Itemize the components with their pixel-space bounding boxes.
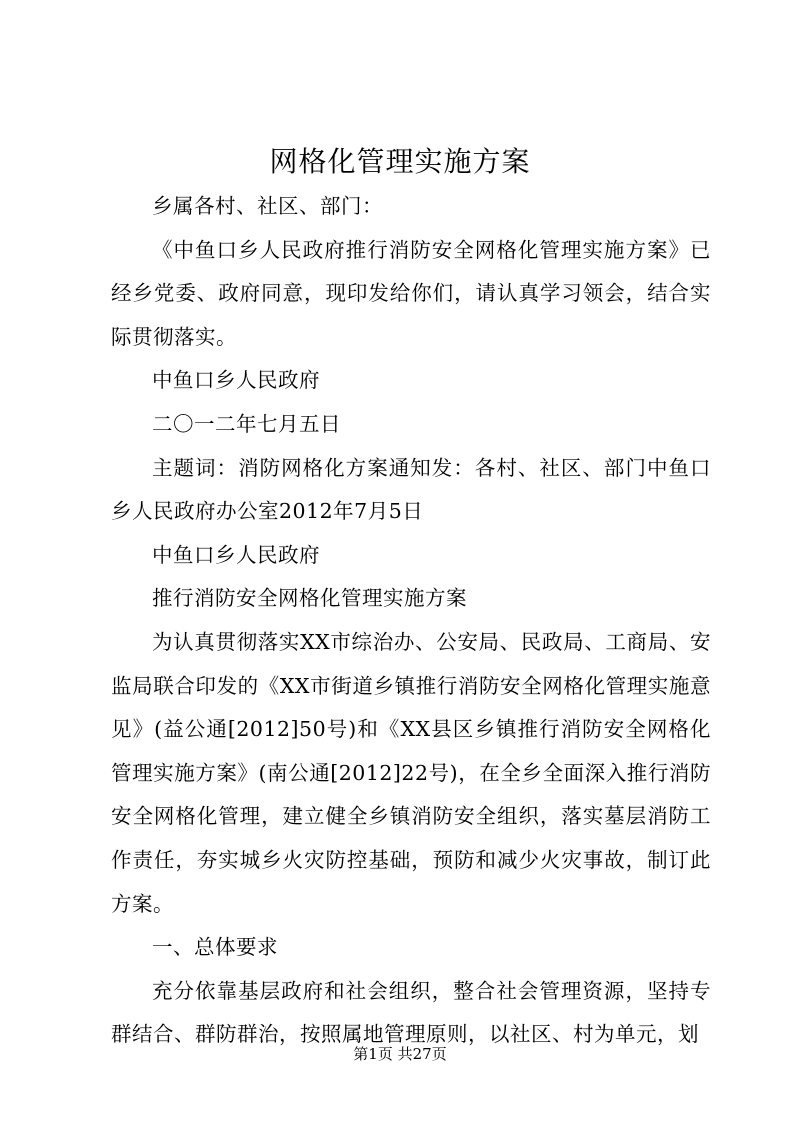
plan-subtitle: 推行消防安全网格化管理实施方案	[152, 586, 467, 611]
document-body	[111, 185, 711, 1057]
document-title: 网格化管理实施方案	[269, 145, 531, 178]
purpose-paragraph: 为认真贯彻落实XX市综治办、公安局、民政局、工商局、安监局联合印发的《XX市街道乡镇推行消防安全网格化管理实施意见》(益公通[2012]50号)和《XX县区乡镇推行消防安全网格化管理实施方案》(南公通[2012]22号)，在全乡全面深入推行消防安全网格化管理，建立健全乡镇消防安全组织，落实墓层消防工作责任，夯实城乡火灾防控基础，预防和减少火灾事故，制订此方案。	[111, 629, 711, 916]
subject-words-paragraph: 主题词：消防网格化方案通知发：各村、社区、部门中鱼口乡人民政府办公室2012年7月5日	[111, 455, 711, 524]
requirements-paragraph: 充分依靠基层政府和社会组织，整合社会管理资源，坚持专群结合、群防群治，按照属地管理原则，以社区、村为单元，划	[111, 978, 711, 1047]
page-number-footer: 第1页 共27页	[353, 1045, 447, 1063]
issuer-line: 中鱼口乡人民政府	[152, 368, 320, 393]
date-line: 二〇一二年七月五日	[152, 411, 341, 436]
notice-paragraph: 《中鱼口乡人民政府推行消防安全网格化管理实施方案》已经乡党委、政府同意，现印发给你们，请认真学习领会，结合实际贯彻落实。	[111, 237, 711, 349]
salutation-paragraph: 乡属各村、社区、部门：	[152, 194, 383, 218]
issuer-line-2: 中鱼口乡人民政府	[152, 542, 320, 567]
section-heading: 一、总体要求	[152, 935, 278, 960]
